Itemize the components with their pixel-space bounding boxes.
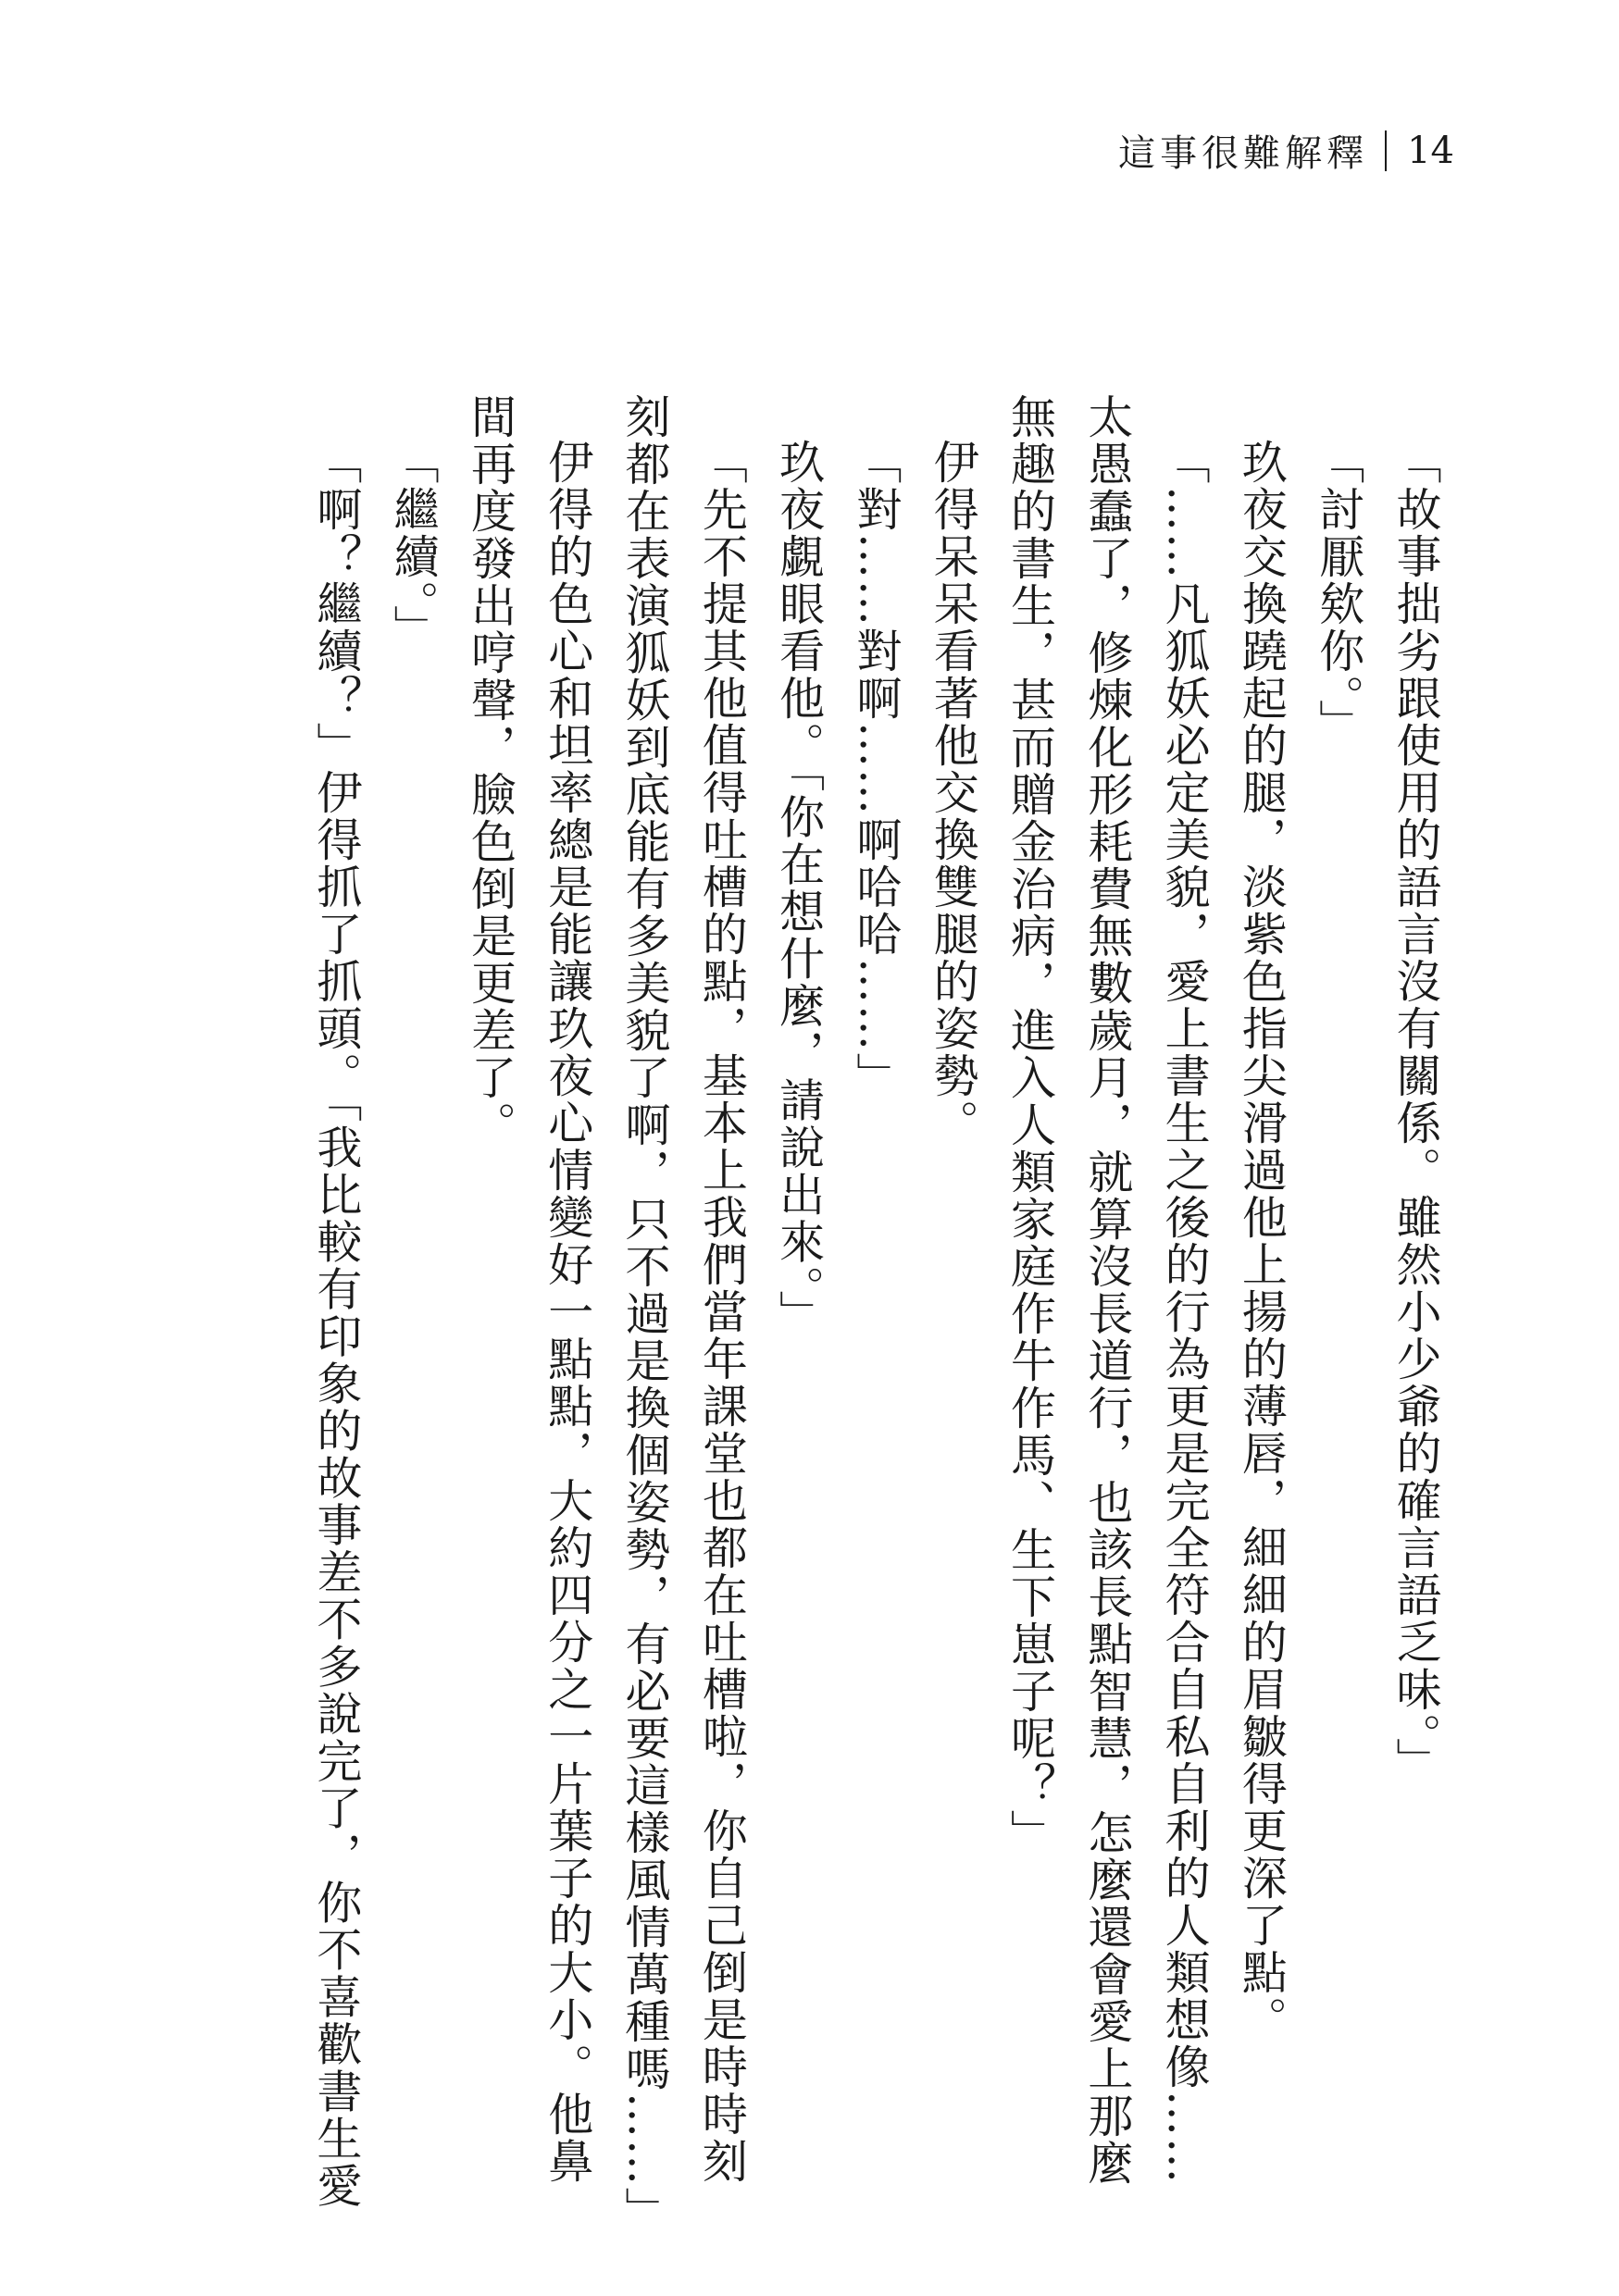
paragraph: 「故事拙劣跟使用的語言沒有關係。雖然小少爺的確言語乏味。」 <box>1389 439 1442 1785</box>
running-header <box>1118 124 1454 177</box>
paragraph: 玖夜覷眼看他。「你在想什麼，請說出來。」 <box>772 439 826 1337</box>
paragraph: 「對……對啊……啊哈哈……」 <box>849 439 903 1099</box>
page-number: 14 <box>1407 129 1454 172</box>
chapter-title: 這事很難解釋 <box>1118 132 1369 175</box>
paragraph: 「繼續。」 <box>387 439 441 652</box>
header-divider <box>1385 130 1387 171</box>
paragraph: 「討厭欸你。」 <box>1312 439 1365 747</box>
paragraph: 「……凡狐妖必定美貌，愛上書生之後的行為更是完全符合自私自利的人類想像……太愚蠢了，修煉化形耗費無數歲月，就算沒長道行，也該長點智慧，怎麼還會愛上那麼無趣的書生，甚而贈金治病，進入人類家庭作牛作馬、生下崽子呢？」 <box>1003 393 1212 2187</box>
paragraph: 玖夜交換蹺起的腿，淡紫色指尖滑過他上揚的薄唇，細細的眉皺得更深了點。 <box>1235 439 1289 2043</box>
paragraph: 伊得的色心和坦率總是能讓玖夜心情變好一點點，大約四分之一片葉子的大小。他鼻間再度發出哼聲，臉色倒是更差了。 <box>464 393 594 2185</box>
vertical-body-text <box>298 393 1454 2234</box>
paragraph: 「啊？繼續？」伊得抓了抓頭。「我比較有印象的故事差不多說完了，你不喜歡書生愛 <box>309 439 363 2210</box>
paragraph: 「先不提其他值得吐槽的點，基本上我們當年課堂也都在吐槽啦，你自己倒是時時刻刻都在表演狐妖到底能有多美貌了啊，只不過是換個姿勢，有必要這樣風情萬種嗎……」 <box>618 393 749 2234</box>
paragraph: 伊得呆呆看著他交換雙腿的姿勢。 <box>927 439 980 1147</box>
